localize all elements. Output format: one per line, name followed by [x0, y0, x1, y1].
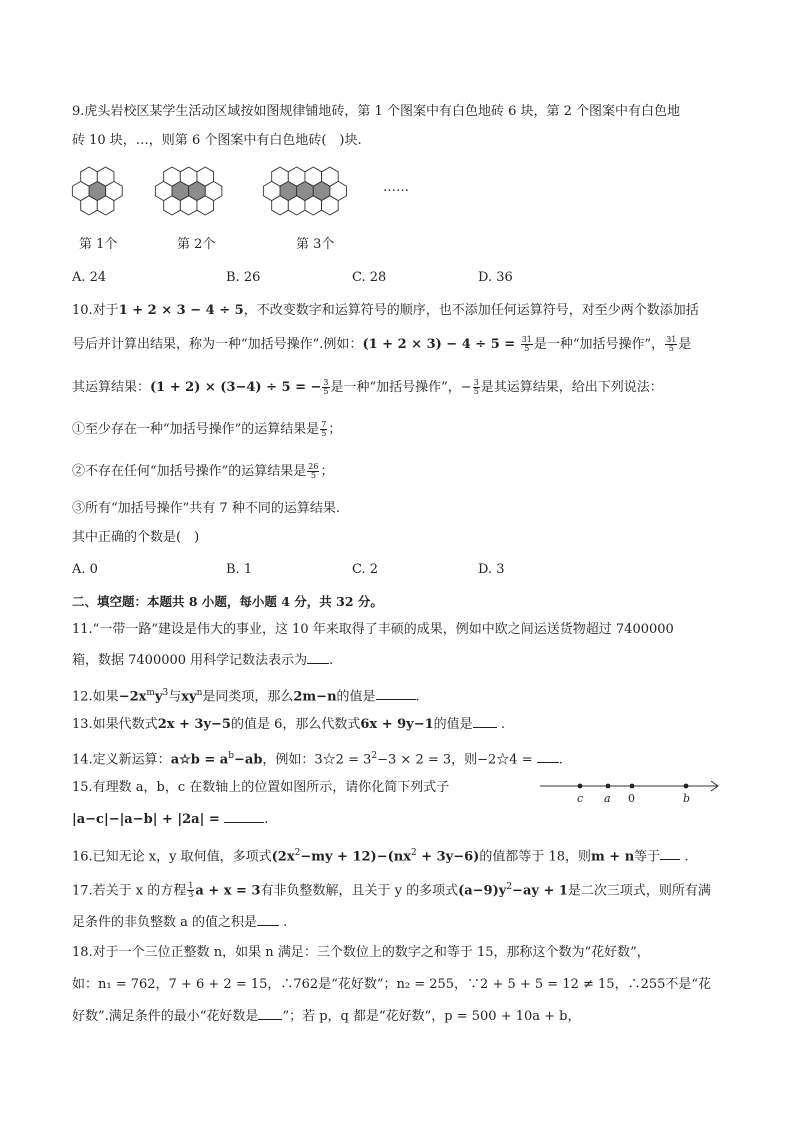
- q11-line1: 11.“一带一路”建设是伟大的事业，这 10 年来取得了丰硕的成果，例如中欧之间运送货物超过 7400000: [72, 622, 674, 637]
- answer-blank: [258, 1007, 282, 1020]
- answer-blank: [224, 810, 264, 823]
- q9-option-d: D. 36: [478, 270, 513, 285]
- white-tile: [164, 196, 181, 215]
- answer-blank: [376, 687, 416, 700]
- white-tile: [81, 167, 98, 186]
- q10-option-c: C. 2: [352, 562, 379, 577]
- q18-line3: 好数”.满足条件的最小“花好数是 ”；若 p，q 都是“花好数”，p = 500 + 10a + b，: [72, 1009, 581, 1024]
- white-tile: [322, 167, 339, 186]
- section-heading: 二、填空题：本题共 8 小题，每小题 4 分，共 32 分。: [72, 594, 383, 609]
- q15-line2: |a−c|−|a−b| + |2a| = .: [72, 812, 269, 827]
- axis-label-c: c: [577, 792, 584, 805]
- axis-label-a: a: [604, 792, 611, 805]
- q10-line3: 其运算结果：(1 + 2) × (3−4) ÷ 5 = − $\frac{3}{5}$ 是一种“加括号操作”，− $\frac{3}{5}$ 是其运算结果，给出下列说法：: [72, 378, 663, 396]
- caption-3: 第 3个: [296, 237, 335, 252]
- white-tile: [97, 167, 114, 186]
- white-tile: [97, 196, 114, 215]
- white-tile: [197, 196, 214, 215]
- q10-statement-1: ①至少存在一种“加括号操作”的运算结果是 $\frac{7}{5}$ ；: [72, 420, 342, 438]
- axis-label-b: b: [683, 792, 691, 805]
- q15-line1: 15.有理数 a，b，c 在数轴上的位置如图所示，请你化简下列式子: [72, 780, 450, 795]
- q18-line1: 18.对于一个三位正整数 n，如果 n 满足：三个数位上的数字之和等于 15，那称这个数为“花好数”，: [72, 945, 650, 960]
- q18-line2: 如：n₁ = 762，7 + 6 + 2 = 15，∴762是“花好数”；n₂ = 255，∵2 + 5 + 5 = 12 ≠ 15，∴255不是“花: [72, 977, 712, 992]
- q10-ask: 其中正确的个数是( ): [72, 530, 200, 545]
- fraction: $\frac{3}{5}$: [473, 378, 479, 396]
- q17-line2: 足条件的非负整数 a 的值之积是 .: [72, 915, 288, 930]
- q10-option-a: A. 0: [72, 562, 98, 577]
- white-tile: [288, 167, 305, 186]
- fraction: $\frac{26}{5}$: [308, 462, 319, 480]
- white-tile: [305, 167, 322, 186]
- white-tile: [272, 167, 289, 186]
- q13: 13.如果代数式2x + 3y−5的值是 6，那么代数式6x + 9y−1的值是 .: [72, 717, 505, 732]
- white-tile: [305, 196, 322, 215]
- answer-blank: [660, 847, 680, 860]
- fraction: $\frac{7}{5}$: [321, 420, 327, 438]
- q17-line1: 17.若关于 x 的方程 $\frac{1}{3}$ a + x = 3有非负整数解，且关于 y 的多项式$(a-9)y^2-ay + 1$是二次三项式，则所有满: [72, 881, 711, 900]
- axis-label-0: 0: [628, 792, 635, 805]
- q9-line2: 砖 10 块，…，则第 6 个图案中有白色地砖( )块.: [72, 133, 362, 148]
- answer-blank: [537, 750, 559, 763]
- q9-option-b: B. 26: [226, 270, 261, 285]
- q14: 14.定义新运算：a☆b = $a^b-ab$，例如：3☆2 = $3^2-3 \times 2 = 3$，则−2☆4 = .: [72, 751, 563, 768]
- q12: 12.如果$-2x^my^3$与$xy^n$是同类项，那么2m−n的值是 .: [72, 688, 420, 705]
- number-line-figure: [538, 776, 724, 806]
- figure-ellipsis: ……: [383, 180, 409, 195]
- white-tile: [180, 167, 197, 186]
- q10-expression: 1 + 2 × 3 − 4 ÷ 5: [118, 303, 244, 318]
- white-tile: [197, 167, 214, 186]
- caption-2: 第 2个: [177, 237, 216, 252]
- q9-option-c: C. 28: [352, 270, 387, 285]
- answer-blank: [257, 913, 279, 926]
- white-tile: [180, 196, 197, 215]
- fraction: $\frac{1}{3}$: [188, 881, 194, 900]
- fraction: $\frac{3}{5}$: [323, 378, 329, 396]
- answer-blank: [307, 651, 329, 664]
- fraction: $\frac{31}{5}$: [521, 335, 532, 353]
- white-tile: [322, 196, 339, 215]
- q10-statement-2: ②不存在任何“加括号操作”的运算结果是 $\frac{26}{5}$ ；: [72, 462, 334, 480]
- answer-blank: [473, 715, 497, 728]
- q10-line1: 10.对于1 + 2 × 3 − 4 ÷ 5，不改变数字和运算符号的顺序，也不添加任何运算符号，对至少两个数添加括: [72, 303, 699, 318]
- white-tile: [272, 196, 289, 215]
- caption-1: 第 1个: [79, 237, 118, 252]
- q10-statement-3: ③所有“加括号操作”共有 7 种不同的运算结果.: [72, 501, 340, 516]
- q16: 16.已知无论 x，y 取何值，多项式$(2x^2-my + 12)-(nx^2 + 3y-6)$的值都等于 18，则m + n等于 .: [72, 848, 689, 865]
- hexagon-patterns-figure: [66, 160, 426, 222]
- white-tile: [81, 196, 98, 215]
- q9-line1: 9.虎头岩校区某学生活动区域按如图规律铺地砖，第 1 个图案中有白色地砖 6 块，第 2 个图案中有白色地: [72, 104, 681, 119]
- white-tile: [288, 196, 305, 215]
- q10-option-b: B. 1: [226, 562, 253, 577]
- q11-line2: 箱，数据 7400000 用科学记数法表示为 .: [72, 653, 334, 668]
- fraction: $\frac{31}{5}$: [666, 335, 677, 353]
- q10-option-d: D. 3: [478, 562, 505, 577]
- white-tile: [164, 167, 181, 186]
- q10-line2: 号后并计算出结果，称为一种“加括号操作”.例如：(1 + 2 × 3) − 4 ÷ 5 = $\frac{31}{5}$ 是一种“加括号操作”， $\frac{31}{5}$ 是: [72, 335, 692, 353]
- q9-option-a: A. 24: [72, 270, 107, 285]
